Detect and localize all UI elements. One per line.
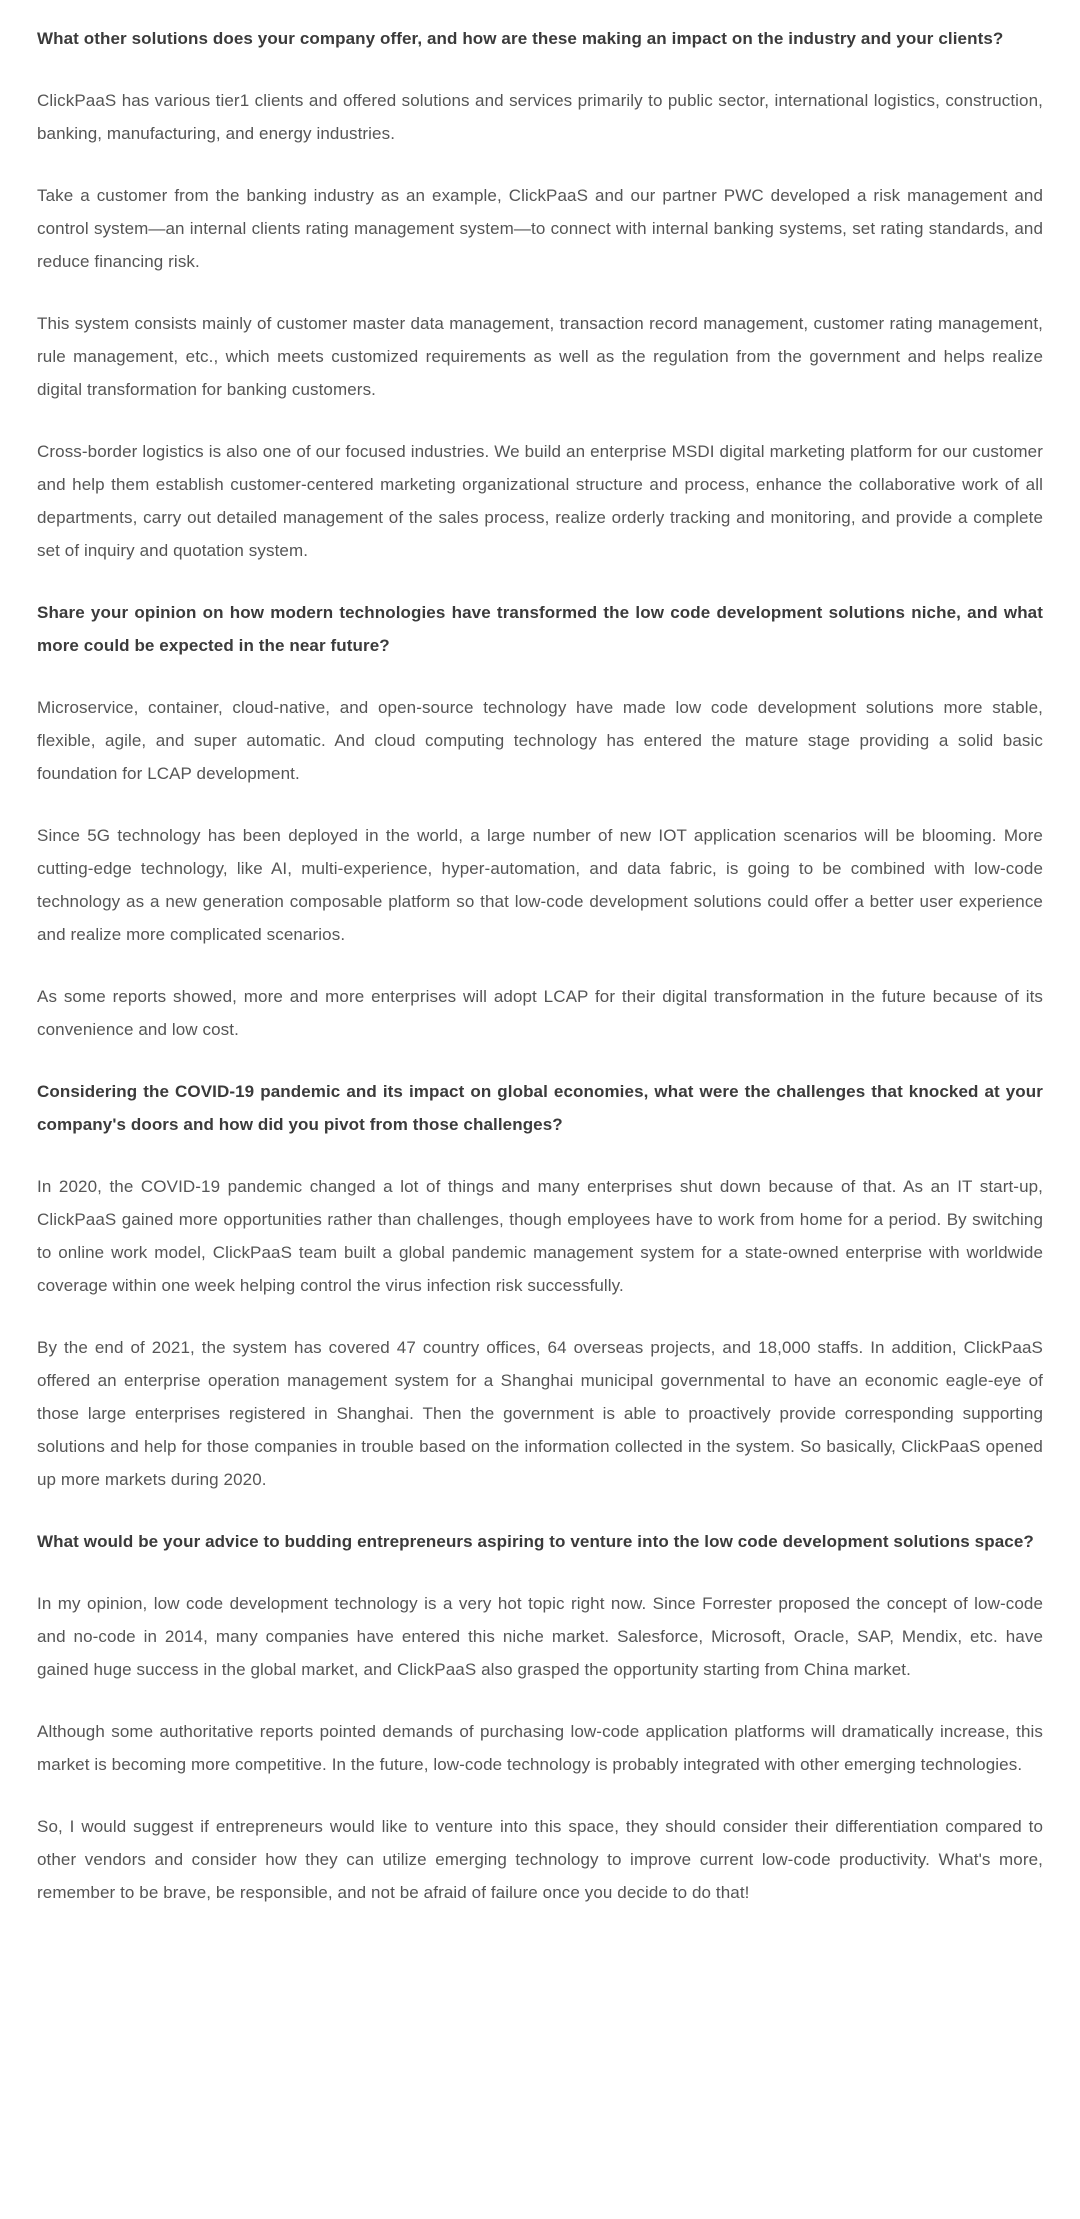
interview-article [37,22,1043,1909]
answer-paragraph-5: Microservice, container, cloud-native, and open-source technology have made low code development solutions more stable, flexible, agile, and super automatic. And cloud computing technology has entered the mature stage providing a solid basic foundation for LCAP development. [37,698,1043,783]
question-heading-2: Share your opinion on how modern technologies have transformed the low code development solutions niche, and what more could be expected in the near future? [37,603,1043,655]
answer-paragraph-2: Take a customer from the banking industry as an example, ClickPaaS and our partner PWC developed a risk management and control system—an internal clients rating management system—to connect with internal banking systems, set rating standards, and reduce financing risk. [37,186,1043,271]
question-heading-4: What would be your advice to budding entrepreneurs aspiring to venture into the low code development solutions space? [37,1532,1034,1551]
question-heading-1: What other solutions does your company offer, and how are these making an impact on the industry and your clients? [37,29,1004,48]
answer-paragraph-12: So, I would suggest if entrepreneurs would like to venture into this space, they should consider their differentiation compared to other vendors and consider how they can utilize emerging technology to improve current low-code productivity. What's more, remember to be brave, be responsible, and not be afraid of failure once you decide to do that! [37,1817,1043,1902]
answer-paragraph-6: Since 5G technology has been deployed in the world, a large number of new IOT application scenarios will be blooming. More cutting-edge technology, like AI, multi-experience, hyper-automation, and data fabric, is going to be combined with low-code technology as a new generation composable platform so that low-code development solutions could offer a better user experience and realize more complicated scenarios. [37,826,1043,944]
answer-paragraph-4: Cross-border logistics is also one of our focused industries. We build an enterprise MSDI digital marketing platform for our customer and help them establish customer-centered marketing organizational structure and process, enhance the collaborative work of all departments, carry out detailed management of the sales process, realize orderly tracking and monitoring, and provide a complete set of inquiry and quotation system. [37,442,1043,560]
answer-paragraph-8: In 2020, the COVID-19 pandemic changed a lot of things and many enterprises shut down because of that. As an IT start-up, ClickPaaS gained more opportunities rather than challenges, though employees have to work from home for a period. By switching to online work model, ClickPaaS team built a global pandemic management system for a state-owned enterprise with worldwide coverage within one week helping control the virus infection risk successfully. [37,1177,1043,1295]
question-heading-3: Considering the COVID-19 pandemic and its impact on global economies, what were the challenges that knocked at your company's doors and how did you pivot from those challenges? [37,1082,1043,1134]
answer-paragraph-3: This system consists mainly of customer master data management, transaction record management, customer rating management, rule management, etc., which meets customized requirements as well as the regulation from the government and helps realize digital transformation for banking customers. [37,314,1043,399]
answer-paragraph-9: By the end of 2021, the system has covered 47 country offices, 64 overseas projects, and 18,000 staffs. In addition, ClickPaaS offered an enterprise operation management system for a Shanghai municipal governmental to have an economic eagle-eye of those large enterprises registered in Shanghai. Then the government is able to proactively provide corresponding supporting solutions and help for those companies in trouble based on the information collected in the system. So basically, ClickPaaS opened up more markets during 2020. [37,1338,1043,1489]
answer-paragraph-7: As some reports showed, more and more enterprises will adopt LCAP for their digital transformation in the future because of its convenience and low cost. [37,987,1043,1039]
answer-paragraph-1: ClickPaaS has various tier1 clients and offered solutions and services primarily to public sector, international logistics, construction, banking, manufacturing, and energy industries. [37,91,1043,143]
answer-paragraph-10: In my opinion, low code development technology is a very hot topic right now. Since Forrester proposed the concept of low-code and no-code in 2014, many companies have entered this niche market. Salesforce, Microsoft, Oracle, SAP, Mendix, etc. have gained huge success in the global market, and ClickPaaS also grasped the opportunity starting from China market. [37,1594,1043,1679]
answer-paragraph-11: Although some authoritative reports pointed demands of purchasing low-code application platforms will dramatically increase, this market is becoming more competitive. In the future, low-code technology is probably integrated with other emerging technologies. [37,1722,1043,1774]
